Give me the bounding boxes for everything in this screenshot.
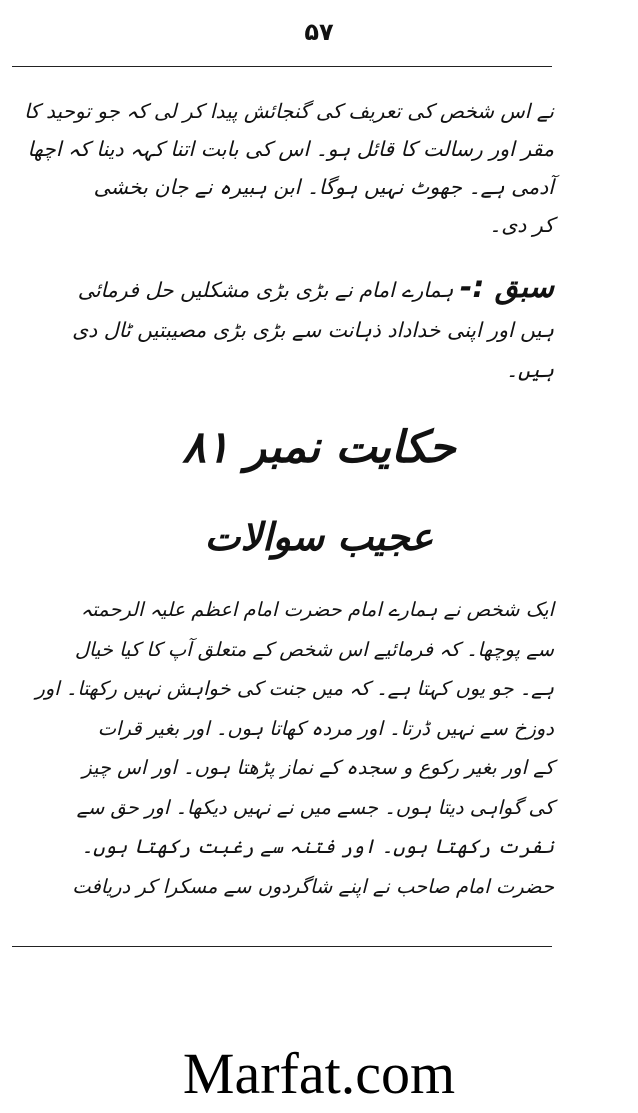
bottom-rule <box>12 946 552 947</box>
lesson-paragraph <box>14 268 554 390</box>
text-line: سے پوچھا۔ کہ فرمائیے اس شخص کے متعلق آپ کا کیا خیال <box>74 637 554 661</box>
text-line: آدمی ہے۔ جھوٹ نہیں ہوگا۔ ابن ہبیرہ نے جان بخشی <box>93 175 554 199</box>
paragraph-1 <box>14 92 554 244</box>
text-line <box>14 268 554 310</box>
text-line: نے اس شخص کی تعریف کی گنجائش پیدا کر لی کہ جو توحید کا <box>24 99 554 123</box>
text-line: مقر اور رسالت کا قائل ہو۔ اس کی بابت اتنا کہہ دینا کہ اچھا <box>27 137 554 161</box>
page-number: ۵۷ <box>304 18 334 46</box>
story-title-heading: عجیب سوالات <box>204 514 434 559</box>
text-line: حضرت امام صاحب نے اپنے شاگردوں سے مسکرا کر دریافت <box>72 874 554 898</box>
lesson-text: ہمارے امام نے بڑی بڑی مشکلیں حل فرمائی <box>77 278 454 302</box>
top-rule <box>12 66 552 67</box>
text-line: دوزخ سے نہیں ڈرتا۔ اور مردہ کھاتا ہوں۔ اور بغیر قرات <box>97 716 554 740</box>
watermark: Marfat.com <box>182 1041 456 1106</box>
paragraph-3 <box>14 590 554 906</box>
text-line: کی گواہی دیتا ہوں۔ جسے میں نے نہیں دیکھا۔ اور حق سے <box>76 795 554 819</box>
text-line: نفرت رکھتا ہوں۔ اور فتنہ سے رغبت رکھتا ہوں۔ <box>81 835 554 858</box>
text-line: ہیں۔ <box>505 358 554 382</box>
text-line: کے اور بغیر رکوع و سجدہ کے نماز پڑھتا ہوں۔ اور اس چیز <box>82 756 554 779</box>
text-line: ایک شخص نے ہمارے امام حضرت امام اعظم علیہ الرحمتہ <box>80 598 554 621</box>
lesson-label: سبق :- <box>459 270 554 305</box>
text-line: ہے۔ جو یوں کہتا ہے۔ کہ میں جنت کی خواہش نہیں رکھتا۔ اور <box>35 677 554 700</box>
text-line: کر دی۔ <box>489 213 554 237</box>
story-number-heading: حکایت نمبر ۸۱ <box>182 422 456 473</box>
text-line: ہیں اور اپنی خداداد ذہانت سے بڑی بڑی مصیبتیں ٹال دی <box>72 318 554 342</box>
